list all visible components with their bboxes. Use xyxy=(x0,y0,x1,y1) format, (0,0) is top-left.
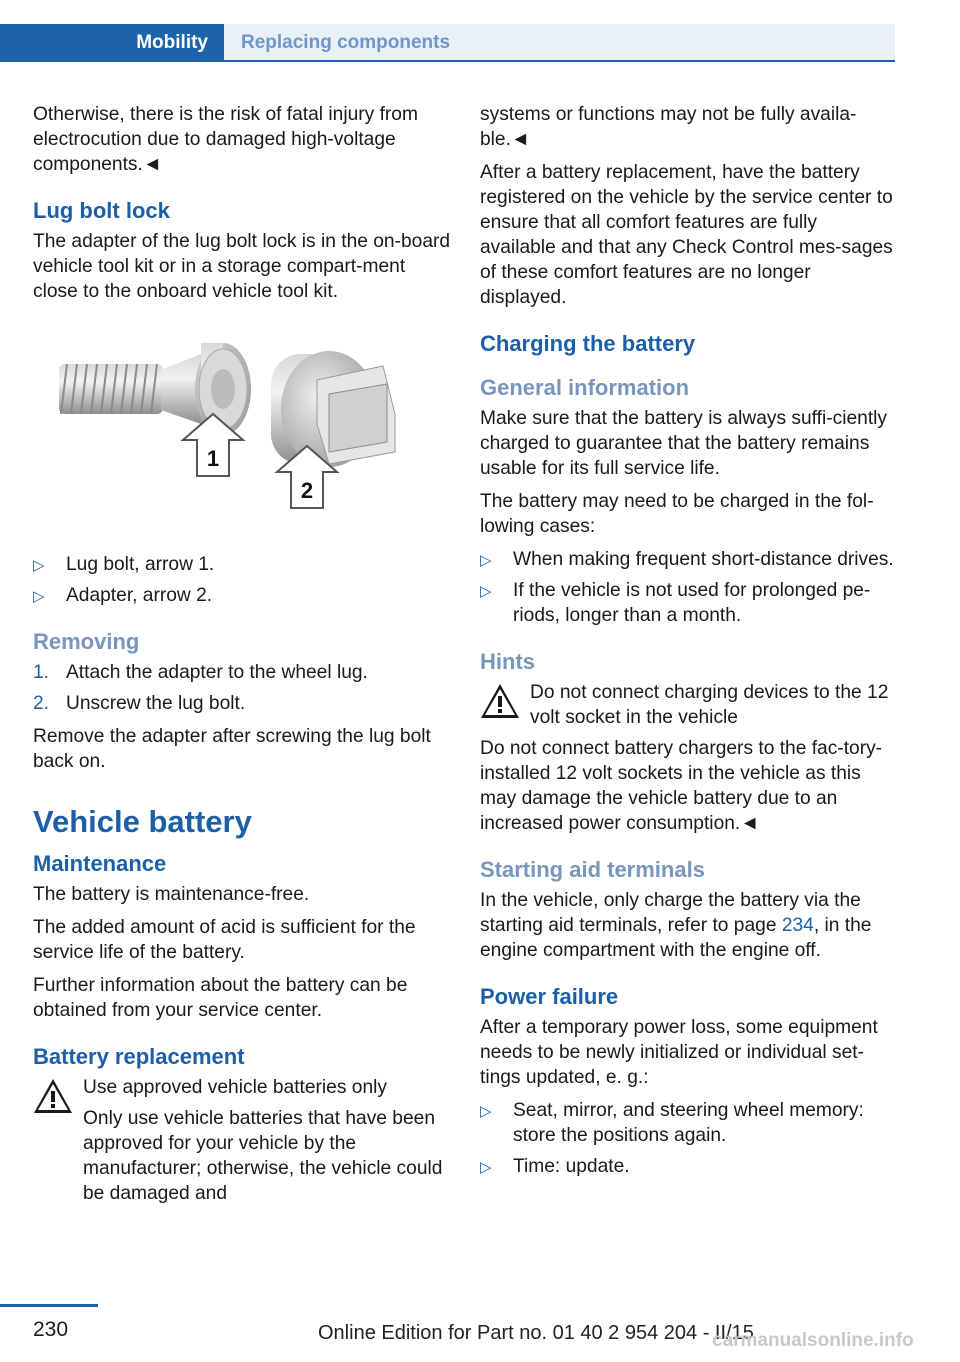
power-failure-heading: Power failure xyxy=(480,984,619,1009)
maintenance-text-1: The battery is maintenance-free. xyxy=(33,884,310,905)
triangle-bullet-icon: ▷ xyxy=(480,552,492,569)
general-info-heading: General information xyxy=(480,375,690,400)
after-replacement-text: After a battery replacement, have the battery registered on the vehicle by the service center to ensure that all comfort features are fully available and that any Check Control mes-sages of these comfort features are no longer displayed. xyxy=(480,162,893,308)
power-failure-text: After a temporary power loss, some equipment needs to be newly initialized or individual set-tings updated, e. g.: xyxy=(480,1017,878,1088)
list-item: ▷ Adapter, arrow 2. xyxy=(33,583,451,608)
warning-triangle-icon xyxy=(33,1078,73,1114)
maintenance-text-2: The added amount of acid is sufficient for the service life of the battery. xyxy=(33,917,416,963)
watermark: carmanualsonline.info xyxy=(712,1330,914,1351)
lug-bolt-lock-text: The adapter of the lug bolt lock is in the on-board vehicle tool kit or in a storage compart-ment close to the onboard vehicle tool kit. xyxy=(33,231,451,302)
charging-heading: Charging the battery xyxy=(480,331,696,356)
hints-warning-text: Do not connect battery chargers to the fac-tory-installed 12 volt sockets in the vehicle as this may damage the vehicle battery due to an increased power consumption.◄ xyxy=(480,738,883,834)
removing-after: Remove the adapter after screwing the lug bolt back on. xyxy=(33,726,431,772)
removing-steps xyxy=(33,660,451,716)
intro-paragraph: Otherwise, there is the risk of fatal injury from electrocution due to damaged high-voltage components.◄ xyxy=(33,104,418,175)
page-number: 230 xyxy=(33,1318,69,1341)
triangle-bullet-icon: ▷ xyxy=(33,557,45,574)
hints-warning-title: Do not connect charging devices to the 12 volt socket in the vehicle xyxy=(530,682,889,728)
list-item: ▷ If the vehicle is not used for prolonged pe-riods, longer than a month. xyxy=(480,580,871,626)
triangle-bullet-icon: ▷ xyxy=(480,583,492,600)
hints-warning xyxy=(480,680,898,730)
general-info-text: Make sure that the battery is always suffi-ciently charged to guarantee that the battery remains usable for its full service life. xyxy=(480,408,888,479)
lug-bolt-illustration xyxy=(33,324,451,540)
cases-intro: The battery may need to be charged in the fol-lowing cases: xyxy=(480,491,874,537)
power-failure-list xyxy=(480,1098,898,1179)
charging-cases-list xyxy=(480,547,898,628)
adapter-shape xyxy=(271,351,395,467)
page-number-rule xyxy=(0,1304,98,1307)
battery-warning xyxy=(33,1075,451,1206)
lug-bolt-lock-heading: Lug bolt lock xyxy=(33,198,170,223)
continued-text: systems or functions may not be fully availa-ble.◄ xyxy=(480,104,857,150)
lug-bolt-list xyxy=(33,552,451,608)
battery-warning-title: Use approved vehicle batteries only xyxy=(83,1077,387,1098)
starting-aid-text: In the vehicle, only charge the battery via the starting aid terminals, refer to page 234, in the engine compartment with the engine off. xyxy=(480,890,872,961)
list-item: ▷ Seat, mirror, and steering wheel memory: store the positions again. xyxy=(480,1100,864,1146)
triangle-bullet-icon: ▷ xyxy=(480,1103,492,1120)
header-rule xyxy=(224,60,895,62)
page-link[interactable]: 234 xyxy=(781,915,814,936)
arrow-1-label: 1 xyxy=(206,446,220,471)
arrow-2-label: 2 xyxy=(300,478,314,503)
warning-triangle-icon xyxy=(480,683,520,719)
battery-warning-text: Only use vehicle batteries that have been approved for your vehicle by the manufacturer; otherwise, the vehicle could be damaged and xyxy=(83,1108,443,1204)
right-column xyxy=(480,102,898,1187)
lug-bolt-figure xyxy=(33,324,451,540)
triangle-bullet-icon: ▷ xyxy=(33,588,45,605)
triangle-bullet-icon: ▷ xyxy=(480,1159,492,1176)
maintenance-text-3: Further information about the battery can be obtained from your service center. xyxy=(33,975,408,1021)
list-item: ▷ Time: update. xyxy=(480,1154,898,1179)
page-header xyxy=(0,24,895,62)
list-item: 1. Attach the adapter to the wheel lug. xyxy=(33,662,368,683)
section-tab: Mobility xyxy=(0,24,224,62)
hints-heading: Hints xyxy=(480,649,535,674)
vehicle-battery-heading: Vehicle battery xyxy=(33,804,252,839)
subsection-tab: Replacing components xyxy=(224,24,895,62)
battery-replacement-heading: Battery replacement xyxy=(33,1044,245,1069)
edition-text: Online Edition for Part no. 01 40 2 954 204 - II/15 xyxy=(318,1322,754,1344)
list-item: 2. Unscrew the lug bolt. xyxy=(33,693,246,714)
list-item: ▷ Lug bolt, arrow 1. xyxy=(33,552,451,577)
removing-heading: Removing xyxy=(33,629,140,654)
maintenance-heading: Maintenance xyxy=(33,851,167,876)
list-item: ▷ When making frequent short-distance drives. xyxy=(480,547,898,572)
starting-aid-heading: Starting aid terminals xyxy=(480,857,705,882)
left-column xyxy=(33,102,451,1212)
